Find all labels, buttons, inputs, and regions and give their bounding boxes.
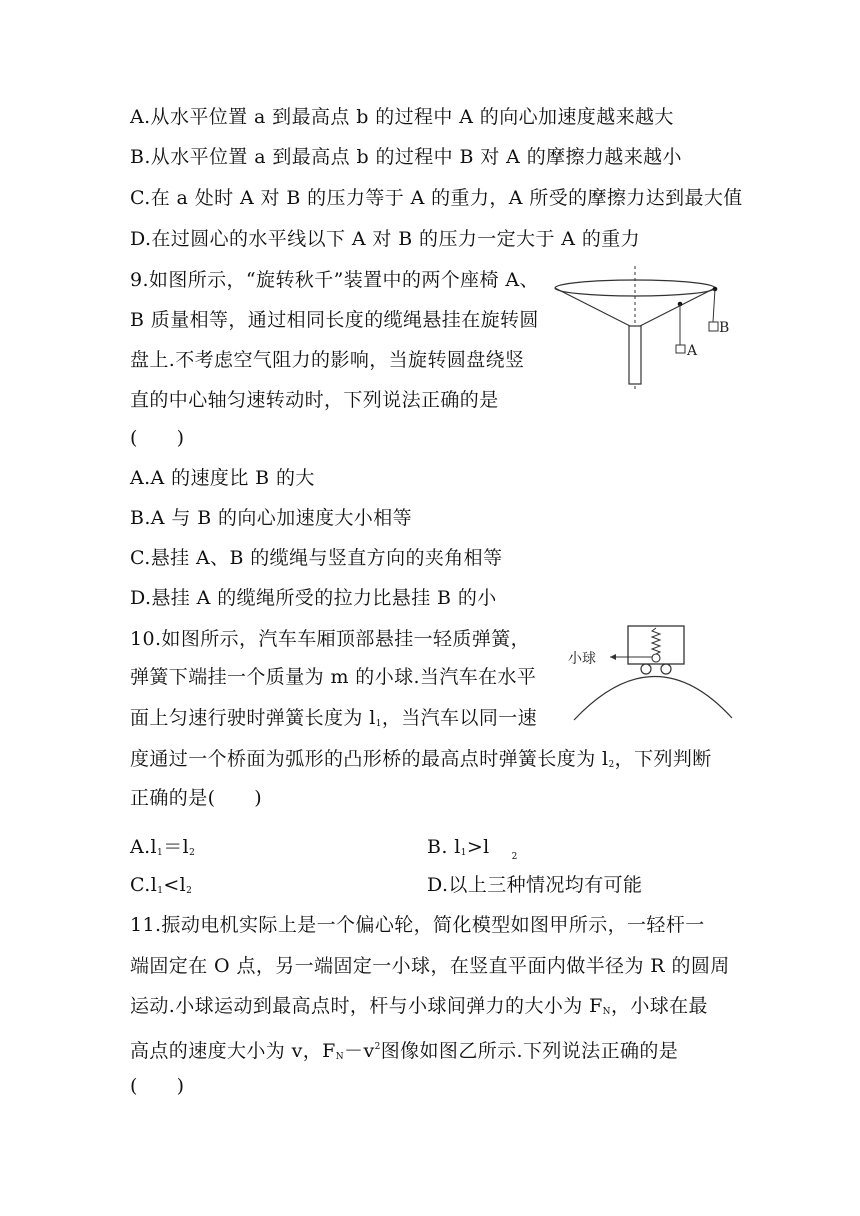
q9-stem-line4: 直的中心轴匀速转动时，下列说法正确的是 xyxy=(130,389,499,411)
q11-stem-line1: 11.振动电机实际上是一个偏心轮，简化模型如图甲所示，一轻杆一 xyxy=(130,914,705,936)
q9-stem-line3: 盘上.不考虑空气阻力的影响，当旋转圆盘绕竖 xyxy=(130,349,525,371)
q10-stem-line2: 弹簧下端挂一个质量为 m 的小球.当汽车在水平 xyxy=(130,666,537,688)
q8-option-c: C.在 a 处时 A 对 B 的压力等于 A 的重力，A 所受的摩擦力达到最大值 xyxy=(130,187,743,209)
q9-option-c: C.悬挂 A、B 的缆绳与竖直方向的夹角相等 xyxy=(130,547,503,569)
q9-stem-line1: 9.如图所示，“旋转秋千”装置中的两个座椅 A、 xyxy=(130,269,539,291)
q10-option-a: $A.l_1=l_2$ xyxy=(130,836,196,858)
q8-option-b: B.从水平位置 a 到最高点 b 的过程中 B 对 A 的摩擦力越来越小 xyxy=(130,146,682,168)
seat-a-label: A xyxy=(687,343,698,359)
swing-figure xyxy=(550,262,740,392)
q9-stem-line2: B 质量相等，通过相同长度的缆绳悬挂在旋转圆 xyxy=(130,309,539,331)
q10-option-d: D.以上三种情况均有可能 xyxy=(427,874,643,896)
q10-stem-line3: 面上匀速行驶时弹簧长度为 $l_1$，当汽车以同一速 xyxy=(130,707,538,729)
q10-stem-line1: 10.如图所示，汽车车厢顶部悬挂一轻质弹簧， xyxy=(130,628,531,650)
car-bridge-figure xyxy=(560,622,740,722)
q11-answer-paren: ( ) xyxy=(130,1075,185,1097)
q8-option-d: D.在过圆心的水平线以下 A 对 B 的压力一定大于 A 的重力 xyxy=(130,228,641,250)
q9-option-a: A.A 的速度比 B 的大 xyxy=(130,467,315,489)
q11-stem-line4: 高点的速度大小为 v，$F_N-v^2$图像如图乙所示.下列说法正确的是 xyxy=(130,1040,679,1062)
q10-stem-line4: 度通过一个桥面为弧形的凸形桥的最高点时弹簧长度为 $l_2$，下列判断 xyxy=(130,748,712,770)
q10-stem-line5: 正确的是( ) xyxy=(130,787,263,809)
q11-stem-line2: 端固定在 O 点，另一端固定一小球，在竖直平面内做半径为 R 的圆周 xyxy=(130,955,730,977)
q9-option-d: D.悬挂 A 的缆绳所受的拉力比悬挂 B 的小 xyxy=(130,587,497,609)
q9-option-b: B.A 与 B 的向心加速度大小相等 xyxy=(130,507,413,529)
q10-option-c: $C.l_1<l_2$ xyxy=(130,874,193,896)
q8-option-a: A.从水平位置 a 到最高点 b 的过程中 A 的向心加速度越来越大 xyxy=(130,106,674,128)
q11-stem-line3: 运动.小球运动到最高点时，杆与小球间弹力的大小为 $F_N$，小球在最 xyxy=(130,995,708,1017)
ball-label: 小球 xyxy=(568,651,596,667)
seat-b-label: B xyxy=(719,320,730,336)
q9-answer-paren: ( ) xyxy=(130,427,185,449)
q10-option-b: B. $l_1>l$ $_2$ xyxy=(427,836,518,862)
